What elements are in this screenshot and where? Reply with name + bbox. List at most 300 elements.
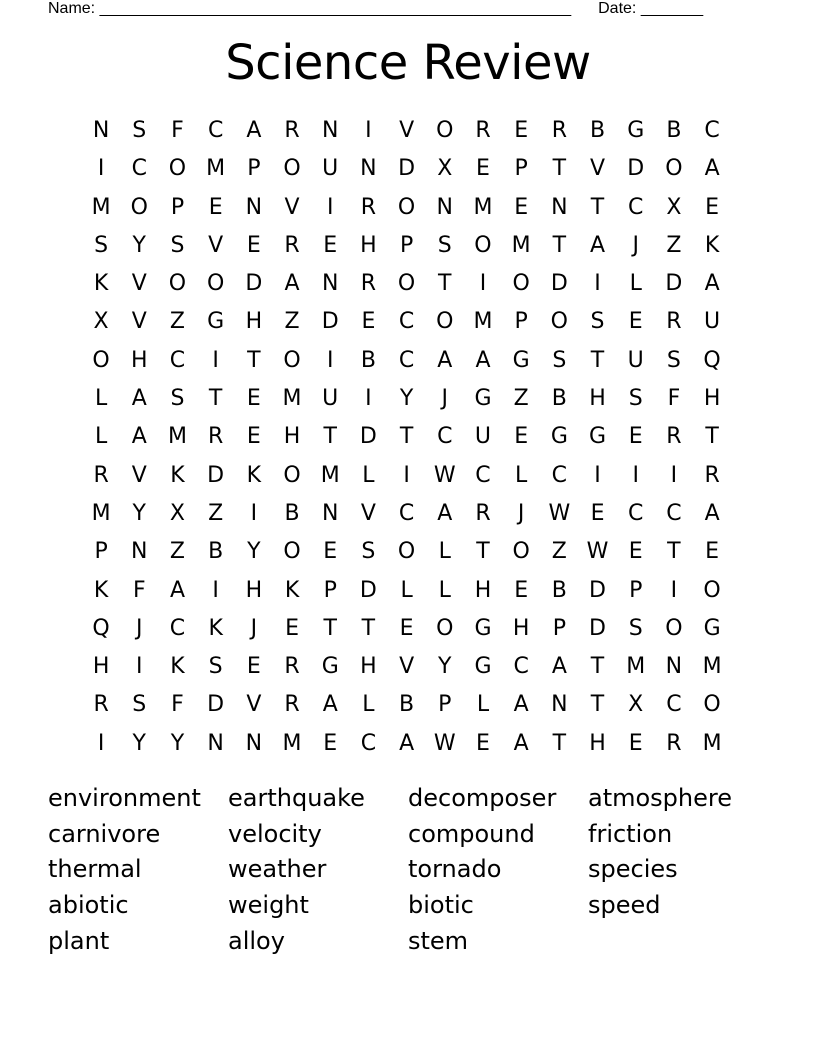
grid-letter: S xyxy=(132,118,147,143)
grid-letter: L xyxy=(400,577,413,603)
grid-letter: D xyxy=(207,462,225,488)
grid-letter: C xyxy=(169,347,186,373)
grid-letter: R xyxy=(666,730,682,756)
grid-letter: U xyxy=(704,309,721,335)
grid-letter: Z xyxy=(284,309,300,335)
grid-letter: T xyxy=(590,347,605,373)
grid-letter: F xyxy=(132,577,146,603)
grid-letter: N xyxy=(360,156,377,182)
grid-letter: I xyxy=(403,462,410,488)
grid-letter: I xyxy=(212,577,219,603)
grid-letter: P xyxy=(438,692,452,718)
grid-letter: I xyxy=(136,654,143,680)
grid-letter: N xyxy=(321,500,339,526)
grid-letter: B xyxy=(360,347,376,373)
grid-letter: I xyxy=(365,118,372,143)
grid-letter: C xyxy=(666,500,682,526)
grid-letter: A xyxy=(513,692,529,718)
grid-letter: M xyxy=(282,386,302,412)
grid-letter: H xyxy=(703,386,721,412)
word-list-item: plant xyxy=(48,926,110,955)
grid-letter: G xyxy=(321,654,339,680)
grid-letter: S xyxy=(170,386,185,412)
grid-letter: J xyxy=(136,615,143,641)
grid-letter: V xyxy=(131,462,147,488)
grid-letter: C xyxy=(628,500,644,526)
grid-letter: M xyxy=(320,462,340,488)
grid-letter: M xyxy=(626,654,646,680)
grid-letter: Z xyxy=(513,386,529,412)
grid-letter: G xyxy=(474,386,492,412)
grid-letter: N xyxy=(245,194,263,220)
grid-letter: O xyxy=(474,232,492,258)
grid-letter: I xyxy=(326,194,334,220)
grid-letter: S xyxy=(437,232,452,258)
grid-letter: G xyxy=(474,615,492,641)
grid-letter: M xyxy=(473,309,493,335)
grid-letter: M xyxy=(91,194,111,220)
grid-letter: R xyxy=(551,118,567,143)
grid-letter: E xyxy=(705,194,720,220)
word-list-item: stem xyxy=(408,926,469,955)
grid-letter: K xyxy=(246,462,262,488)
grid-letter: O xyxy=(283,347,301,373)
grid-letter: E xyxy=(246,424,261,450)
grid-letter: D xyxy=(398,156,416,182)
grid-letter: X xyxy=(666,194,682,220)
grid-letter: E xyxy=(628,424,643,450)
grid-letter: E xyxy=(323,539,338,565)
grid-letter: H xyxy=(474,577,492,603)
grid-letter: C xyxy=(360,730,377,756)
grid-letter: I xyxy=(97,730,105,756)
grid-letter: O xyxy=(283,462,301,488)
grid-letter: O xyxy=(130,194,148,220)
grid-letter: B xyxy=(589,118,606,143)
grid-letter: H xyxy=(589,386,606,412)
grid-letter: I xyxy=(250,500,258,526)
word-list-item: environment xyxy=(48,784,201,812)
word-list-item: decomposer xyxy=(408,784,557,812)
grid-letter: B xyxy=(666,118,682,143)
grid-letter: O xyxy=(397,539,416,565)
grid-letter: Y xyxy=(132,730,146,756)
word-list-item: earthquake xyxy=(228,784,365,812)
grid-letter: F xyxy=(171,118,184,143)
grid-letter: M xyxy=(91,500,111,526)
grid-letter: A xyxy=(704,271,720,297)
grid-letter: E xyxy=(285,615,299,641)
grid-letter: P xyxy=(399,232,414,258)
grid-letter: A xyxy=(551,654,567,680)
grid-letter: H xyxy=(92,654,110,680)
grid-letter: T xyxy=(667,539,681,565)
grid-letter: N xyxy=(321,118,339,143)
grid-letter: R xyxy=(208,424,224,450)
grid-letter: Y xyxy=(132,232,146,258)
grid-letter: P xyxy=(552,615,566,641)
grid-letter: M xyxy=(206,156,226,182)
grid-letter: M xyxy=(702,654,722,680)
grid-letter: N xyxy=(551,692,568,718)
word-list-item: abiotic xyxy=(48,891,129,920)
grid-letter: S xyxy=(361,539,376,565)
grid-letter: N xyxy=(436,194,454,220)
grid-letter: X xyxy=(437,156,453,182)
grid-letter: F xyxy=(667,386,681,412)
grid-letter: T xyxy=(247,347,261,373)
grid-letter: S xyxy=(628,615,643,641)
grid-letter: A xyxy=(590,232,606,258)
grid-letter: Y xyxy=(438,654,452,680)
grid-letter: O xyxy=(436,118,454,143)
grid-letter: A xyxy=(399,730,415,756)
grid-letter: E xyxy=(476,730,490,756)
grid-letter: C xyxy=(398,309,415,335)
grid-letter: T xyxy=(590,654,605,680)
grid-letter: E xyxy=(323,232,338,258)
grid-letter: C xyxy=(551,462,568,488)
grid-letter: V xyxy=(246,692,262,718)
grid-letter: N xyxy=(245,730,263,756)
grid-letter: X xyxy=(169,500,185,526)
grid-letter: A xyxy=(169,577,185,603)
grid-letter: H xyxy=(245,577,263,603)
grid-letter: C xyxy=(398,347,415,373)
grid-letter: L xyxy=(438,539,451,565)
grid-letter: H xyxy=(283,424,301,450)
grid-letter: C xyxy=(704,118,720,143)
grid-letter: T xyxy=(438,271,452,297)
grid-letter: U xyxy=(322,386,339,412)
grid-letter: O xyxy=(206,271,225,297)
grid-letter: P xyxy=(323,577,337,603)
word-list-item: friction xyxy=(588,819,673,848)
grid-letter: N xyxy=(321,271,339,297)
name-blank: _____________________________________________________ xyxy=(99,0,572,17)
grid-letter: I xyxy=(365,386,372,412)
grid-letter: A xyxy=(322,692,338,718)
grid-letter: G xyxy=(589,424,607,450)
grid-letter: H xyxy=(589,730,606,756)
grid-letter: V xyxy=(131,309,147,335)
grid-letter: D xyxy=(359,577,377,603)
grid-letter: E xyxy=(323,730,338,756)
grid-letter: W xyxy=(433,462,456,488)
grid-letter: A xyxy=(513,730,529,756)
grid-letter: E xyxy=(590,500,605,526)
grid-letter: O xyxy=(283,539,301,565)
grid-letter: P xyxy=(94,539,108,565)
grid-letter: Z xyxy=(169,539,185,565)
grid-letter: C xyxy=(398,500,415,526)
grid-letter: A xyxy=(475,347,491,373)
grid-letter: O xyxy=(168,271,187,297)
grid-letter: M xyxy=(167,424,187,450)
grid-letter: T xyxy=(361,615,376,641)
grid-letter: D xyxy=(589,577,606,603)
grid-letter: A xyxy=(704,156,720,182)
grid-letter: E xyxy=(399,615,414,641)
grid-letter: S xyxy=(170,232,185,258)
word-list-item: thermal xyxy=(48,855,142,884)
grid-letter: O xyxy=(397,271,416,297)
grid-letter: V xyxy=(399,654,415,680)
grid-letter: O xyxy=(92,347,110,373)
grid-letter: T xyxy=(552,232,567,258)
grid-letter: W xyxy=(586,539,609,565)
grid-letter: S xyxy=(628,386,643,412)
grid-letter: O xyxy=(550,309,568,335)
grid-letter: T xyxy=(399,424,414,450)
grid-letter: C xyxy=(169,615,186,641)
grid-letter: T xyxy=(590,692,605,718)
grid-letter: R xyxy=(360,271,377,297)
date-label: Date: xyxy=(598,0,637,17)
grid-letter: C xyxy=(628,194,644,220)
grid-letter: K xyxy=(93,577,109,603)
grid-letter: L xyxy=(515,462,528,488)
grid-letter: E xyxy=(705,539,720,565)
grid-letter: R xyxy=(284,232,300,258)
grid-letter: U xyxy=(322,156,339,182)
word-list-item: weight xyxy=(228,891,309,920)
grid-letter: M xyxy=(473,194,493,220)
grid-letter: X xyxy=(93,309,109,335)
grid-letter: D xyxy=(207,692,225,718)
grid-letter: A xyxy=(704,500,720,526)
grid-letter: E xyxy=(246,232,261,258)
grid-letter: E xyxy=(208,194,223,220)
grid-letter: M xyxy=(511,232,531,258)
grid-letter: C xyxy=(513,654,529,680)
grid-letter: Y xyxy=(399,386,414,412)
grid-letter: D xyxy=(665,271,683,297)
grid-letter: D xyxy=(550,271,568,297)
grid-letter: G xyxy=(627,118,645,143)
grid-letter: T xyxy=(323,615,337,641)
grid-letter: L xyxy=(629,271,642,297)
grid-letter: E xyxy=(514,118,529,143)
grid-letter: N xyxy=(665,654,683,680)
word-list-item: alloy xyxy=(228,926,285,955)
grid-letter: L xyxy=(94,424,108,450)
word-list-item: speed xyxy=(588,891,661,920)
grid-letter: T xyxy=(323,424,337,450)
grid-letter: O xyxy=(703,692,721,718)
grid-letter: I xyxy=(594,462,601,488)
grid-letter: V xyxy=(590,156,606,182)
grid-letter: X xyxy=(628,692,644,718)
grid-letter: T xyxy=(705,424,719,450)
word-list-item: tornado xyxy=(408,855,502,884)
grid-letter: D xyxy=(589,615,606,641)
grid-letter: A xyxy=(437,347,453,373)
grid-letter: Y xyxy=(170,730,185,756)
grid-letter: H xyxy=(512,615,530,641)
grid-letter: H xyxy=(360,654,377,680)
grid-letter: L xyxy=(94,386,108,412)
grid-letter: V xyxy=(208,232,224,258)
grid-letter: P xyxy=(170,194,185,220)
grid-letter: D xyxy=(359,424,377,450)
grid-letter: R xyxy=(666,424,682,450)
grid-letter: I xyxy=(326,347,334,373)
grid-letter: G xyxy=(550,424,568,450)
grid-letter: S xyxy=(94,232,109,258)
grid-letter: E xyxy=(514,577,529,603)
grid-letter: E xyxy=(628,309,643,335)
grid-letter: A xyxy=(246,118,262,143)
grid-letter: T xyxy=(208,386,223,412)
grid-letter: Y xyxy=(247,539,261,565)
grid-letter: D xyxy=(321,309,339,335)
grid-letter: O xyxy=(436,309,454,335)
grid-letter: E xyxy=(628,539,643,565)
grid-letter: S xyxy=(132,692,147,718)
grid-letter: G xyxy=(207,309,225,335)
grid-letter: U xyxy=(627,347,644,373)
grid-letter: J xyxy=(632,232,639,258)
grid-letter: E xyxy=(476,156,490,182)
grid-letter: E xyxy=(628,730,643,756)
grid-letter: R xyxy=(475,500,491,526)
grid-letter: N xyxy=(207,730,224,756)
grid-letter: P xyxy=(247,156,261,182)
grid-letter: R xyxy=(284,654,300,680)
grid-letter: R xyxy=(475,118,491,143)
grid-letter: R xyxy=(284,692,300,718)
grid-letter: P xyxy=(514,156,528,182)
grid-letter: E xyxy=(514,424,529,450)
grid-letter: O xyxy=(512,539,530,565)
grid-letter: R xyxy=(666,309,682,335)
grid-letter: D xyxy=(245,271,263,297)
grid-letter: C xyxy=(131,156,147,182)
grid-letter: V xyxy=(131,271,147,297)
grid-letter: A xyxy=(131,386,147,412)
grid-letter: R xyxy=(360,194,377,220)
word-list-item: weather xyxy=(228,855,327,884)
grid-letter: O xyxy=(665,156,683,182)
grid-letter: B xyxy=(284,500,300,526)
grid-letter: N xyxy=(551,194,568,220)
grid-letter: K xyxy=(170,654,185,680)
grid-letter: N xyxy=(92,118,110,143)
grid-letter: T xyxy=(552,730,567,756)
grid-letter: M xyxy=(702,730,722,756)
grid-letter: C xyxy=(666,692,682,718)
grid-letter: V xyxy=(360,500,376,526)
grid-letter: G xyxy=(512,347,530,373)
grid-letter: G xyxy=(703,615,721,641)
grid-letter: Z xyxy=(208,500,224,526)
grid-letter: F xyxy=(171,692,184,718)
word-list-item: species xyxy=(588,855,678,884)
grid-letter: Z xyxy=(551,539,567,565)
grid-letter: L xyxy=(476,692,490,718)
grid-letter: V xyxy=(399,118,415,143)
grid-letter: P xyxy=(629,577,643,603)
grid-letter: K xyxy=(170,462,185,488)
grid-letter: W xyxy=(548,500,571,526)
word-list xyxy=(48,780,768,958)
grid-letter: H xyxy=(245,309,263,335)
grid-letter: U xyxy=(474,424,492,450)
grid-letter: I xyxy=(594,271,601,297)
grid-letter: I xyxy=(670,462,678,488)
grid-letter: T xyxy=(552,156,567,182)
grid-letter: G xyxy=(474,654,492,680)
grid-letter: J xyxy=(517,500,525,526)
grid-letter: A xyxy=(284,271,300,297)
grid-letter: O xyxy=(283,156,301,182)
grid-letter: L xyxy=(438,577,451,603)
grid-letter: K xyxy=(284,577,300,603)
grid-letter: O xyxy=(397,194,416,220)
date-blank: _______ xyxy=(640,0,704,17)
grid-letter: K xyxy=(93,271,109,297)
grid-letter: Z xyxy=(666,232,682,258)
grid-letter: J xyxy=(441,386,449,412)
grid-letter: S xyxy=(552,347,567,373)
grid-letter: S xyxy=(666,347,681,373)
grid-letter: E xyxy=(514,194,529,220)
grid-letter: M xyxy=(282,730,302,756)
grid-letter: Y xyxy=(132,500,146,526)
grid-letter: E xyxy=(246,654,261,680)
grid-letter: K xyxy=(704,232,720,258)
grid-letter: V xyxy=(284,194,300,220)
grid-letter: R xyxy=(93,462,109,488)
name-label: Name: xyxy=(48,0,96,17)
word-list-item: velocity xyxy=(228,819,322,848)
word-list-item: biotic xyxy=(408,891,474,920)
grid-letter: I xyxy=(212,347,219,373)
grid-letter: O xyxy=(168,156,187,182)
grid-letter: P xyxy=(514,309,528,335)
grid-letter: O xyxy=(436,615,454,641)
grid-letter: H xyxy=(360,232,377,258)
grid-letter: O xyxy=(665,615,683,641)
grid-letter: I xyxy=(479,271,487,297)
grid-letter: T xyxy=(476,539,490,565)
letter-grid xyxy=(82,112,731,763)
grid-letter: N xyxy=(131,539,148,565)
grid-letter: I xyxy=(670,577,678,603)
grid-letter: R xyxy=(93,692,109,718)
word-list-item: carnivore xyxy=(48,819,161,848)
grid-letter: I xyxy=(632,462,639,488)
grid-letter: E xyxy=(361,309,376,335)
grid-letter: L xyxy=(362,692,375,718)
grid-letter: L xyxy=(362,462,375,488)
grid-letter: B xyxy=(208,539,224,565)
page-title: Science Review xyxy=(225,35,591,91)
name-date-header xyxy=(48,0,748,22)
grid-letter: R xyxy=(704,462,720,488)
grid-letter: R xyxy=(284,118,300,143)
grid-letter: T xyxy=(590,194,605,220)
grid-letter: C xyxy=(437,424,453,450)
grid-letter: E xyxy=(246,386,261,412)
grid-letter: C xyxy=(475,462,491,488)
grid-letter: A xyxy=(131,424,147,450)
grid-letter: J xyxy=(250,615,258,641)
grid-letter: Q xyxy=(703,347,721,373)
grid-letter: O xyxy=(703,577,721,603)
grid-letter: O xyxy=(512,271,530,297)
